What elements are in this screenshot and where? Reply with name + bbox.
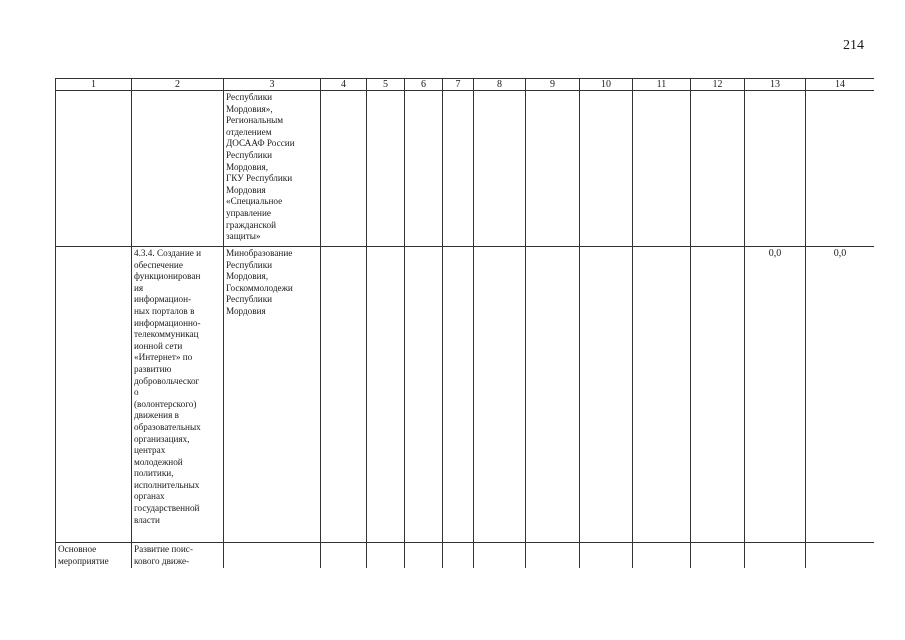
main-activity-label-cell: Основное мероприятие (56, 543, 132, 569)
responsible-executors-cell: Минобразование Республики Мордовия, Госкоммолодежи Республики Мордовия (224, 247, 321, 543)
header-cell: 8 (474, 79, 526, 91)
value-cell-col13: 0,0 (745, 247, 806, 543)
header-cell: 5 (367, 79, 405, 91)
item-row-4-3-4 (56, 247, 875, 543)
program-table (55, 78, 874, 568)
header-cell: 1 (56, 79, 132, 91)
header-cell: 7 (443, 79, 474, 91)
activity-description-cell: 4.3.4. Создание и обеспечение функционирован ия информацион- ных порталов в информационно- телекоммуникац ионной сети «Интернет» по развитию добровольческог о (волонтерского) движения в образовательных организациях, центрах молодежной политики, исполнительных органах государственной власти (132, 247, 224, 543)
header-cell: 9 (526, 79, 580, 91)
header-cell: 13 (745, 79, 806, 91)
header-cell: 10 (580, 79, 633, 91)
header-row (56, 79, 875, 91)
header-cell: 11 (633, 79, 691, 91)
header-cell: 3 (224, 79, 321, 91)
header-cell: 2 (132, 79, 224, 91)
header-cell: 4 (321, 79, 367, 91)
activity-description-cell: Развитие поис- кового движе- (132, 543, 224, 569)
header-cell: 12 (691, 79, 745, 91)
continuation-row (56, 91, 875, 247)
responsible-executors-cell: Республики Мордовия», Региональным отделением ДОСААФ России Республики Мордовия, ГКУ Республики Мордовия «Специальное управление гражданской защиты» (224, 91, 321, 247)
value-cell-col14: 0,0 (806, 247, 875, 543)
header-cell: 6 (405, 79, 443, 91)
program-table-container (55, 78, 874, 568)
header-cell: 14 (806, 79, 875, 91)
page-number: 214 (843, 38, 864, 53)
main-activity-row (56, 543, 875, 569)
